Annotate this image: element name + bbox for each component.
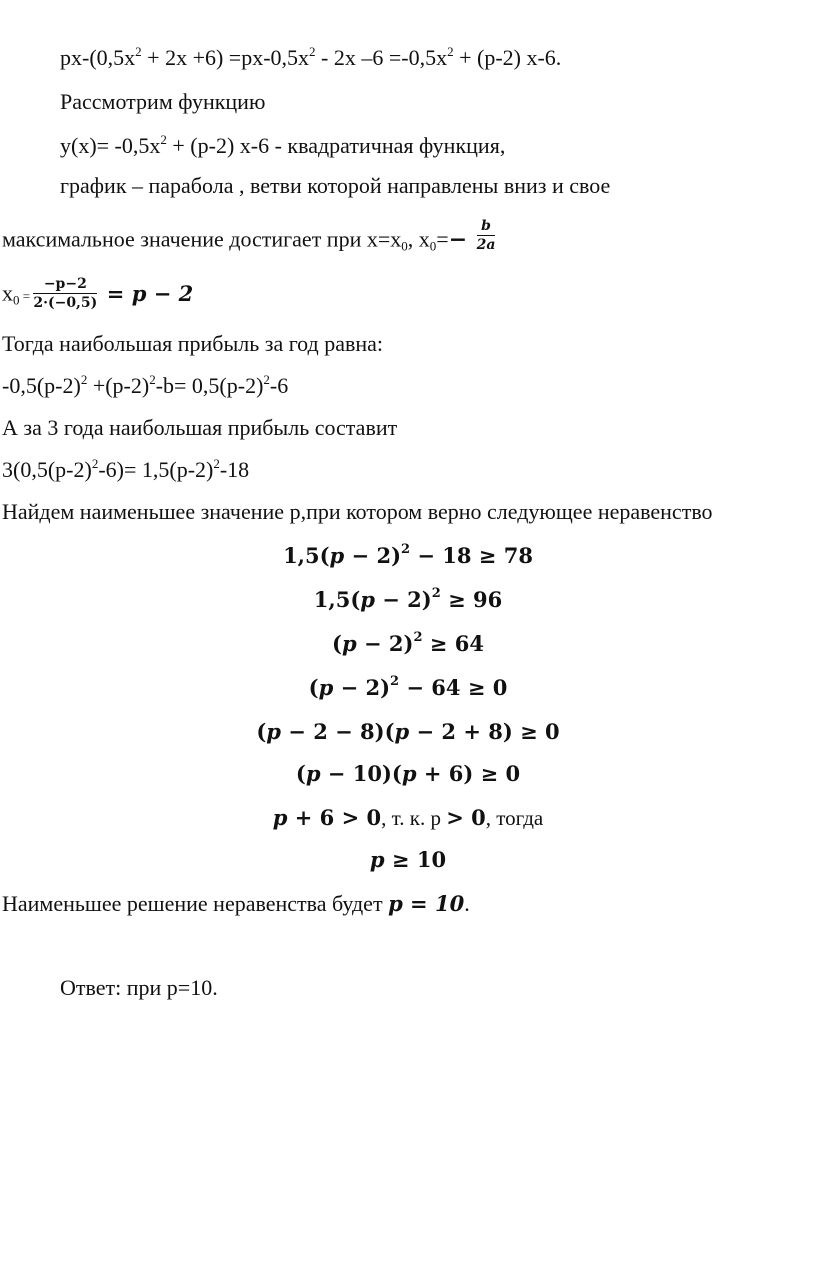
inequality-step-3: $(p - 2)^2 \ge 64$ [332, 630, 484, 656]
inequality-step-2: $1,5(p - 2)^2 \ge 96$ [313, 586, 503, 612]
three-year-profit-formula-line: $3(0,5(p-2)^2-6)= 1,5(p-2)^2-18$ [2, 456, 250, 482]
inequality-step-1: $1,5(p - 2)^2 - 18 \ge 78$ [283, 542, 533, 568]
conclusion-line: Наименьшее решение неравенства будет p = 10. [2, 891, 470, 916]
vertex-formula-line: максимальное значение достигает при $x=x_0$, $x_0=-$ $\frac{b}{2a}$ [2, 218, 496, 254]
function-definition-line: $y(x)= -0,5x^2 + (p-2)$ x-6 - квадратичная функция, [60, 132, 506, 158]
answer-line: Ответ: при p=10. [60, 975, 218, 1000]
text-line-find-min-p: Найдем наименьшее значение p,при котором верно следующее неравенство [2, 499, 713, 524]
inequality-step-7: p + 6 > 0, т. к. p > 0, тогда [272, 805, 544, 830]
max-profit-formula-line: $-0,5(p-2)^2 +(p-2)^2-b= 0,5(p-2)^2-6$ [2, 372, 289, 398]
text-line-consider-function: Рассмотрим функцию [60, 89, 266, 114]
fraction-vertex: $\frac{-p-2}{2\cdot(-0,5)}$ [33, 276, 98, 311]
inequality-step-6: (p − 10)(p + 6) ≥ 0 [295, 761, 521, 786]
inequality-step-5: (p − 2 − 8)(p − 2 + 8) ≥ 0 [256, 719, 560, 744]
inequality-step-4: $(p - 2)^2 - 64 \ge 0$ [308, 674, 508, 700]
text-line-max-profit-year: Тогда наибольшая прибыль за год равна: [2, 331, 384, 356]
fraction-b-over-2a: $\frac{b}{2a}$ [476, 218, 496, 253]
text-line-three-years: А за 3 года наибольшая прибыль составит [2, 415, 398, 440]
equation-line-1: $px-(0,5x^2 + 2x +6) =px-0,5x^2 - 2x$ $-6 =-0,5x^2 + (p-2)$ x-6. [60, 44, 562, 70]
inequality-result: p ≥ 10 [369, 847, 447, 872]
text-line-parabola: график – парабола , ветви которой направлены вниз и свое [60, 173, 611, 198]
vertex-calculation-line: $x_0$ = $\frac{-p-2}{2\cdot(-0,5)}$ = p − 2 [2, 276, 194, 311]
